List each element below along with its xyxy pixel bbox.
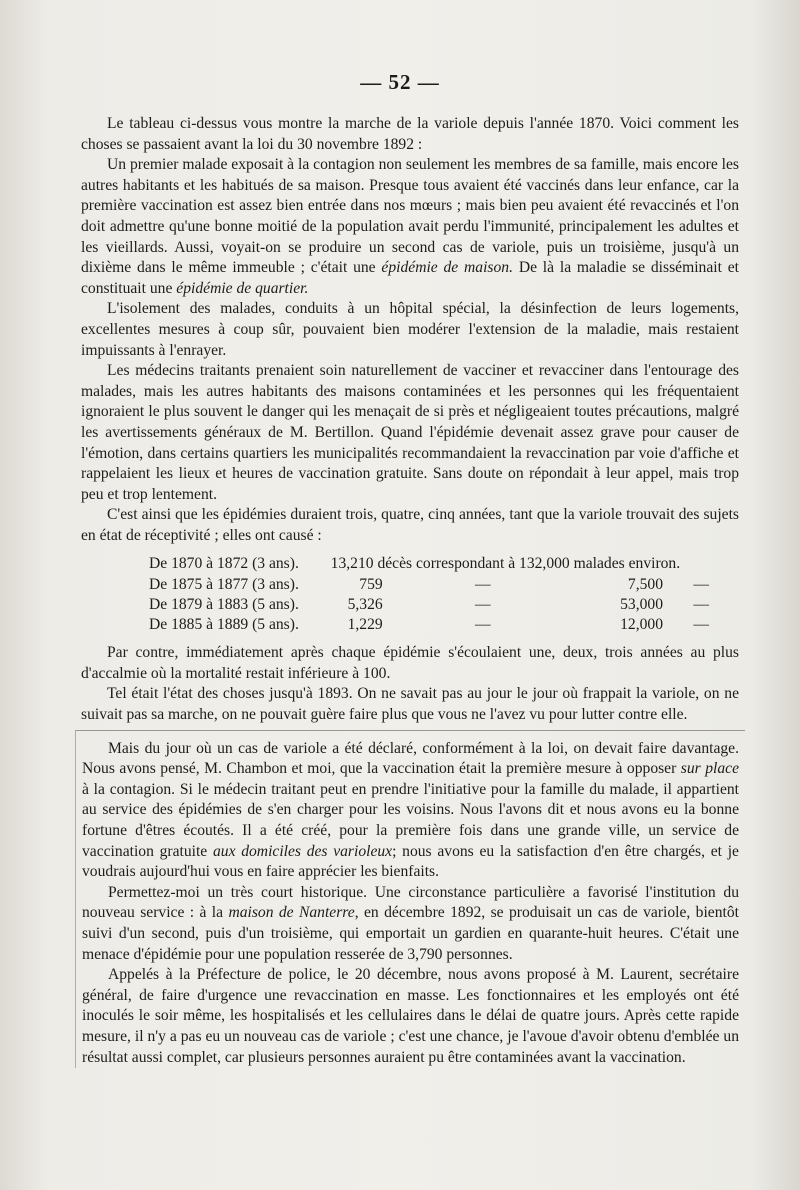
period-cell: De 1879 à 1883 (5 ans).: [149, 595, 299, 613]
phrase-domiciles: aux domiciles des varioleux: [212, 842, 393, 860]
paragraph-accalmie: Par contre, immédiatement après chaque épidémie s'écoulaient une, deux, trois années au plus d'accalmie où la mortalité restait inférieure à 100.: [81, 644, 739, 682]
boxed-section: [75, 730, 745, 1069]
paragraph-contagion-text: Un premier malade exposait à la contagion non seulement les membres de sa famille, mais encore les autres habitants et les habitués de sa maison. Presque tous avaient été vaccinés dans leur enfance, car la première vaccination est assez bien entrée dans nos mœurs ; mais bien peu avaient été revaccinés et l'on doit admettre qu'une bonne moitié de la population avait perdu l'immunité, principalement les adultes et les vieillards. Aussi, voyait-on se produire un second cas de variole, puis un troisième, jusqu'à un dixième dans le même immeuble ; c'était une: [81, 156, 739, 277]
cases-cell: 12,000: [620, 616, 663, 634]
deaths-cell: 1,229: [347, 616, 383, 634]
table-row: [149, 554, 709, 574]
cases-cell: 53,000: [620, 595, 663, 613]
page-body: [81, 114, 739, 1068]
paragraph-medecins: Les médecins traitants prenaient soin naturellement de vacciner et revacciner dans l'entourage des malades, mais les autres habitants des maisons contaminées et les personnes qui les fréquentaient ignoraient le plus souvent le danger qui les menaçait de si près et négligeaient toutes précautions, malgré les avertissements généraux de M. Bertillon. Quand l'épidémie devenait assez grave pour causer de l'émotion, dans certains quartiers les municipalités recommandaient la revaccination par voie d'affiche et rappelaient les lieux et heures de vaccination gratuite. Sans doute on répondait à leur appel, mais trop peu et trop lentement.: [81, 362, 739, 503]
ditto-dash: —: [693, 595, 709, 613]
phrase-nanterre: maison de Nanterre: [228, 904, 355, 922]
paragraph-service-text: Mais du jour où un cas de variole a été déclaré, conformément à la loi, on devait faire davantage. Nous avons pensé, M. Chambon et moi, que la vaccination était la première mesure à opposer: [82, 739, 739, 778]
ditto-dash: —: [475, 575, 491, 593]
paragraph-etat: Tel était l'état des choses jusqu'à 1893. On ne savait pas au jour le jour où frappait la variole, on ne suivait pas sa marche, on ne pouvait guère faire plus que vous ne l'avez vu pour lutter contre elle.: [81, 685, 739, 724]
table-row: [149, 575, 709, 595]
paragraph-service-text-3: ; nous avons eu la satisfaction d'en être chargés, et je voudrais aujourd'hui vous en faire apprécier les bienfaits.: [82, 842, 739, 881]
paragraph-historique: [82, 883, 739, 965]
paragraph-service-text-2: à la contagion. Si le médecin traitant peut en prendre l'initiative pour la famille du malade, il appartient au service des épidémies de s'en charger pour les voisins. Nous l'avons dit et nous avons eu la bonne fortune d'êtres écoutés. Il a été créé, pour la première fois dans une grande ville, un service de vaccination gratuite: [82, 780, 739, 860]
paragraph-service: [82, 739, 739, 883]
period-cell: De 1885 à 1889 (5 ans).: [149, 616, 299, 634]
epidemic-stats-table: [149, 554, 709, 635]
paragraph-contagion: [81, 155, 739, 299]
ditto-dash: —: [475, 616, 491, 634]
paragraph-prefecture: Appelés à la Préfecture de police, le 20 décembre, nous avons proposé à M. Laurent, secrétaire général, de faire d'urgence une revaccination en masse. Les fonctionnaires et les employés ont été inoculés le soir même, les hospitalisés et les cellulaires dans le délai de quatre jours. Après cette rapide mesure, il n'y a pas eu un nouveau cas de variole ; c'est une chance, je l'avoue d'avoir obtenu d'emblée un résultat aussi complet, car plusieurs personnes auraient pu être contaminées avant la vaccination.: [82, 966, 739, 1066]
paragraph-intro: Le tableau ci-dessus vous montre la marche de la variole depuis l'année 1870. Voici comment les choses se passaient avant la loi du 30 novembre 1892 :: [81, 115, 739, 153]
phrase-epidemie-quartier: épidémie de quartier.: [176, 279, 309, 297]
phrase-epidemie-maison: épidémie de maison.: [381, 259, 513, 277]
paragraph-historique-text-2: , en décembre 1892, se produisait un cas de variole, bientôt suivi d'un second, puis d'un troisième, qui emportait un gardien en quarante-huit heures. C'était une menace d'épidémie pour une population resserée de 3,790 personnes.: [82, 904, 739, 963]
ditto-dash: —: [693, 616, 709, 634]
paragraph-contagion-text-2: De là la maladie se disséminait et constituait une: [81, 259, 739, 297]
period-cell: De 1870 à 1872 (3 ans).: [149, 555, 299, 573]
deaths-cell: 759: [359, 575, 383, 593]
phrase-sur-place: sur place: [680, 760, 739, 778]
deaths-cell: 13,210 décès correspondant à 132,000 malades environ.: [330, 555, 681, 573]
paragraph-historique-text: Permettez-moi un très court historique. Une circonstance particulière a favorisé l'institution du nouveau service : à la: [82, 883, 739, 922]
table-row: [149, 595, 709, 615]
deaths-cell: 5,326: [347, 595, 383, 613]
cases-cell: 7,500: [627, 575, 663, 593]
page-number: — 52 —: [360, 70, 440, 94]
ditto-dash: —: [693, 575, 709, 593]
period-cell: De 1875 à 1877 (3 ans).: [149, 575, 299, 593]
ditto-dash: —: [475, 595, 491, 613]
paragraph-epidemies: C'est ainsi que les épidémies duraient trois, quatre, cinq années, tant que la variole trouvait des sujets en état de réceptivité ; elles ont causé :: [81, 506, 739, 544]
paragraph-isolement: L'isolement des malades, conduits à un hôpital spécial, la désinfection de leurs logements, excellentes mesures à coup sûr, pouvaient bien modérer l'extension de la maladie, mais restaient impuissants à l'enrayer.: [81, 300, 739, 359]
table-row: [149, 615, 709, 635]
